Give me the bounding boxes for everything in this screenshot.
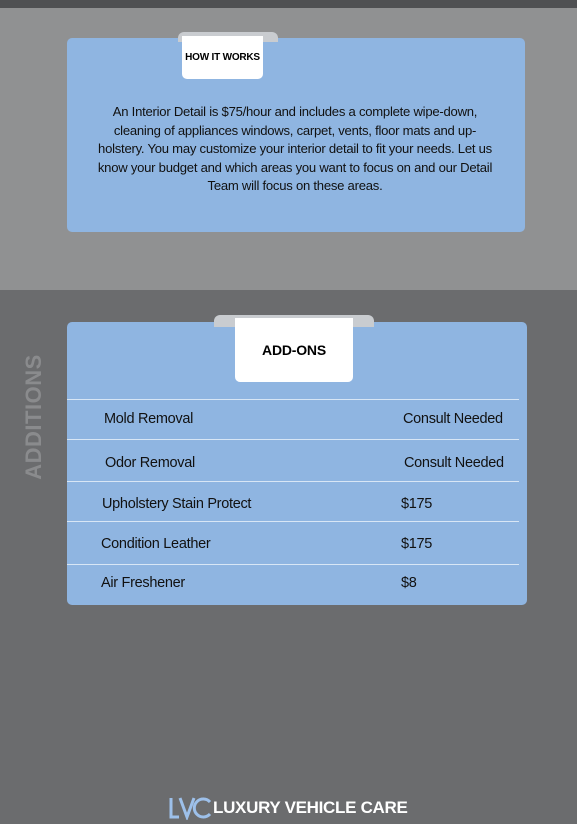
how-it-works-description: An Interior Detail is $75/hour and includes a complete wipe-down, cleaning of appliances windows, carpet, vents, floor mats and up-holstery. You may customize your interior detail to fit your needs. Let us know your budget and which areas you want to focus on and our Detail Team will focus on these areas. <box>97 104 493 193</box>
row-divider <box>67 399 519 400</box>
top-bar <box>0 0 577 8</box>
add-on-name: Condition Leather <box>101 536 211 552</box>
how-it-works-tab-label: HOW IT WORKS <box>185 52 260 63</box>
additions-side-label: ADDITIONS <box>21 354 46 480</box>
add-on-name: Upholstery Stain Protect <box>102 496 252 512</box>
add-on-price: Consult Needed <box>403 411 503 427</box>
add-on-price: $175 <box>401 536 433 552</box>
add-ons-tab-label: ADD-ONS <box>262 342 326 358</box>
add-on-row-upholstery-stain-protect <box>67 496 519 516</box>
add-on-name: Odor Removal <box>105 455 195 471</box>
row-divider <box>67 521 519 522</box>
add-on-price: Consult Needed <box>404 455 504 471</box>
add-on-name: Air Freshener <box>101 575 185 591</box>
add-on-row-condition-leather <box>67 536 519 556</box>
add-on-name: Mold Removal <box>104 411 194 427</box>
add-on-row-odor-removal <box>67 455 519 475</box>
row-divider <box>67 439 519 440</box>
add-on-price: $175 <box>401 496 433 512</box>
add-on-row-air-freshener <box>67 575 519 595</box>
add-on-row-mold-removal <box>67 411 519 431</box>
add-ons-tab <box>235 318 353 382</box>
row-divider <box>67 481 519 482</box>
brand-name: LUXURY VEHICLE CARE <box>213 798 408 817</box>
how-it-works-tab <box>182 36 263 79</box>
row-divider <box>67 564 519 565</box>
footer-brand <box>169 795 408 821</box>
lvc-logo-icon <box>169 796 211 820</box>
add-on-price: $8 <box>401 575 417 591</box>
